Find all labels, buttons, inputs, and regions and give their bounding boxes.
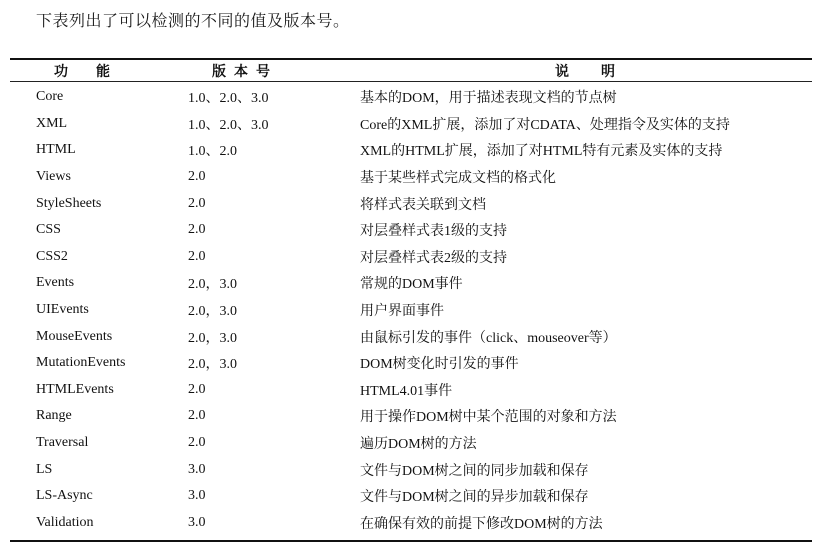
table-row [10, 430, 812, 457]
table-header-row [10, 60, 812, 81]
version-cell: 3.0 [188, 488, 206, 504]
description-cell: 由鼠标引发的事件（click、mouseover等） [360, 330, 617, 346]
version-cell: 2.0 [188, 381, 206, 397]
table-row [10, 244, 812, 271]
feature-cell: Views [36, 169, 71, 185]
version-cell: 2.0 [188, 408, 206, 424]
description-cell: 用户界面事件 [360, 304, 444, 320]
feature-cell: XML [36, 115, 68, 131]
table-row [10, 323, 812, 350]
table-row [10, 84, 812, 111]
version-cell: 1.0、2.0、3.0 [188, 117, 269, 133]
description-cell: 在确保有效的前提下修改DOM树的方法 [360, 516, 603, 532]
description-cell: 文件与DOM树之间的同步加载和保存 [360, 463, 589, 479]
description-cell: DOM树变化时引发的事件 [360, 357, 519, 373]
feature-cell: Traversal [36, 435, 89, 451]
table-row [10, 403, 812, 430]
description-cell: 基本的DOM，用于描述表现文档的节点树 [360, 91, 617, 107]
description-cell: 基于某些样式完成文档的格式化 [360, 171, 556, 187]
version-cell: 2.0 [188, 169, 206, 185]
feature-cell: StyleSheets [36, 195, 102, 211]
table-body [10, 82, 812, 536]
table-row [10, 483, 812, 510]
version-cell: 2.0 [188, 222, 206, 238]
description-cell: 对层叠样式表1级的支持 [360, 224, 507, 240]
description-cell: 常规的DOM事件 [360, 277, 463, 293]
version-cell: 2.0，3.0 [188, 357, 237, 373]
description-cell: HTML4.01事件 [360, 383, 453, 399]
description-cell: Core的XML扩展，添加了对CDATA、处理指令及实体的支持 [360, 117, 730, 133]
intro-text: 下表列出了可以检测的不同的值及版本号。 [36, 13, 350, 30]
feature-cell: CSS [36, 222, 61, 238]
description-cell: 文件与DOM树之间的异步加载和保存 [360, 490, 589, 506]
feature-cell: MutationEvents [36, 355, 126, 371]
version-cell: 1.0、2.0、3.0 [188, 91, 269, 107]
feature-cell: LS [36, 461, 53, 477]
feature-cell: LS-Async [36, 488, 93, 504]
table-row [10, 510, 812, 537]
feature-cell: UIEvents [36, 302, 89, 318]
version-cell: 3.0 [188, 461, 206, 477]
description-cell: 用于操作DOM树中某个范围的对象和方法 [360, 410, 617, 426]
table-row [10, 456, 812, 483]
table-row [10, 350, 812, 377]
version-cell: 2.0 [188, 435, 206, 451]
table-row [10, 217, 812, 244]
version-cell: 2.0，3.0 [188, 277, 237, 293]
feature-cell: Events [36, 275, 75, 291]
feature-cell: Range [36, 408, 72, 424]
feature-cell: MouseEvents [36, 328, 113, 344]
header-feature: 功能 [54, 64, 138, 80]
version-cell: 2.0，3.0 [188, 304, 237, 320]
table-row [10, 377, 812, 404]
table-row [10, 190, 812, 217]
description-cell: 遍历DOM树的方法 [360, 437, 477, 453]
feature-cell: CSS2 [36, 248, 68, 264]
version-cell: 2.0 [188, 248, 206, 264]
table-bottom-rule [10, 540, 812, 542]
description-cell: 将样式表关联到文档 [360, 197, 486, 213]
table-row [10, 137, 812, 164]
table-row [10, 270, 812, 297]
feature-cell: HTML [36, 142, 76, 158]
header-version: 版本号 [212, 64, 278, 80]
description-cell: 对层叠样式表2级的支持 [360, 250, 507, 266]
version-cell: 3.0 [188, 514, 206, 530]
feature-cell: HTMLEvents [36, 381, 114, 397]
feature-cell: Core [36, 89, 64, 105]
table-row [10, 164, 812, 191]
description-cell: XML的HTML扩展，添加了对HTML特有元素及实体的支持 [360, 144, 723, 160]
version-cell: 2.0 [188, 195, 206, 211]
table-row [10, 111, 812, 138]
version-cell: 2.0，3.0 [188, 330, 237, 346]
header-description: 说明 [555, 64, 647, 80]
table-row [10, 297, 812, 324]
feature-version-table [10, 58, 812, 542]
version-cell: 1.0、2.0 [188, 144, 237, 160]
feature-cell: Validation [36, 514, 94, 530]
